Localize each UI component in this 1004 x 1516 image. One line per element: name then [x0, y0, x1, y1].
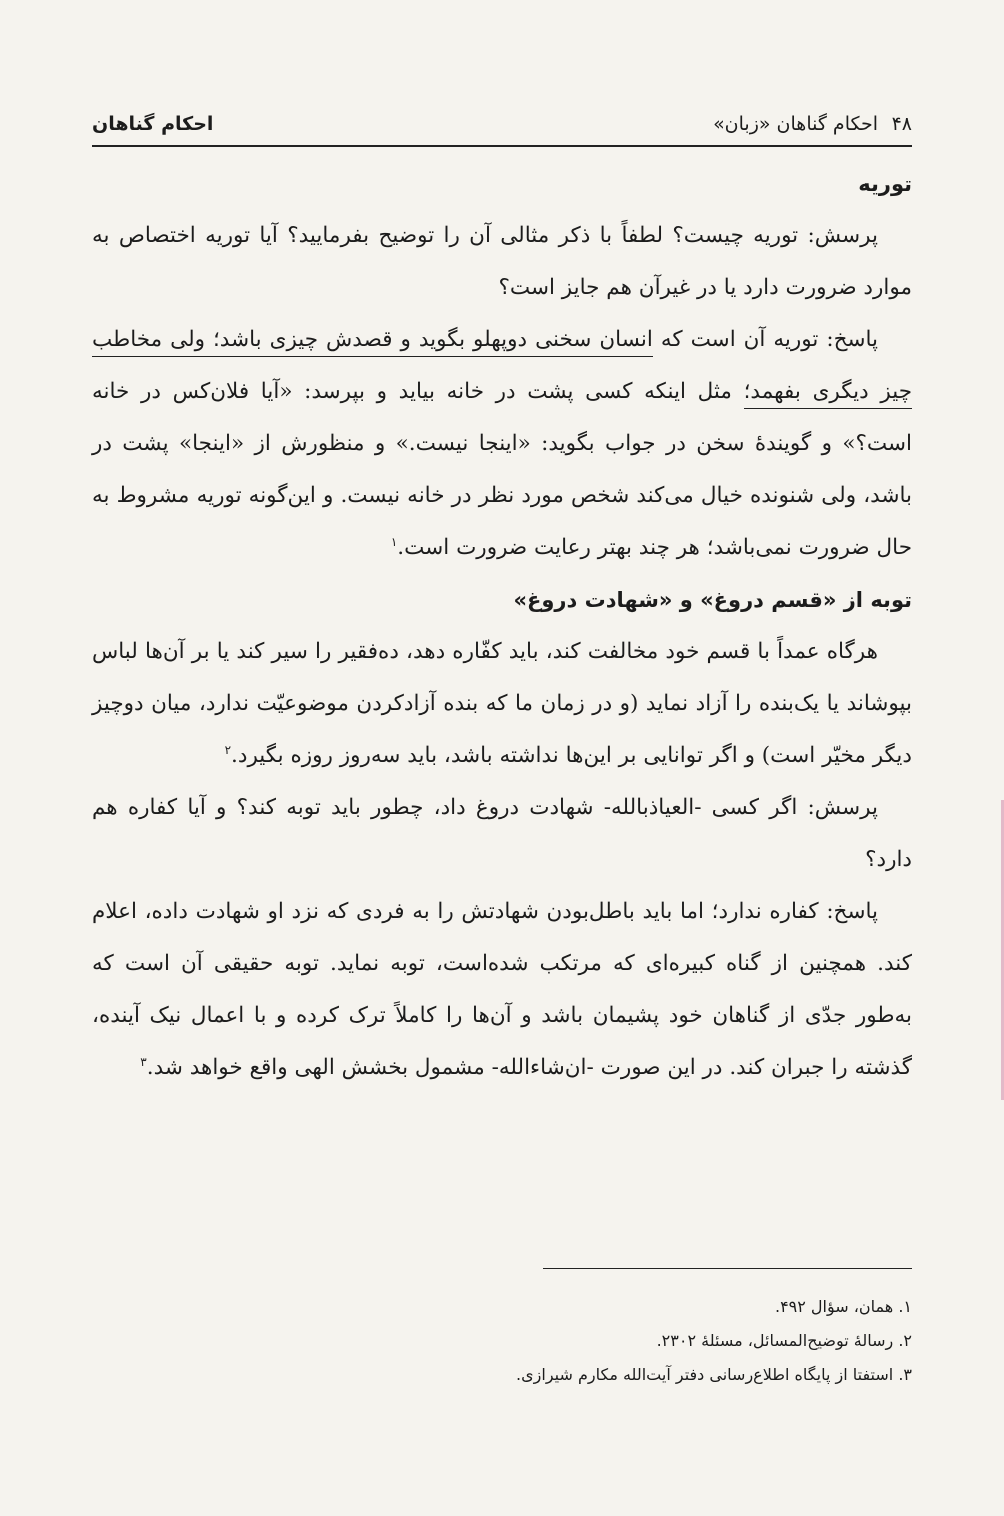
footnote-ref: ۳	[140, 1054, 147, 1069]
footnote-ref: ۲	[224, 742, 232, 757]
footnote-item: ۲. رسالهٔ توضیح‌المسائل، مسئلهٔ ۲۳۰۲.	[656, 1331, 912, 1350]
underlined-definition: انسان سخنی دوپهلو بگوید و قصدش چیزی باشد؛ ولی مخاطب چیز دیگری بفهمد؛	[92, 327, 912, 409]
section-heading-tawriya: توریه	[858, 172, 912, 196]
answer-paragraph	[92, 314, 912, 574]
main-text	[92, 158, 912, 1094]
section-heading-repentance: توبه از «قسم دروغ» و «شهادت دروغ»	[513, 588, 912, 612]
page-header	[92, 105, 912, 147]
question-paragraph: پرسش: اگر کسی -العیاذبالله- شهادت دروغ داد، چطور باید توبه کند؟ و آیا کفاره هم دارد؟	[92, 795, 912, 872]
answer-paragraph	[92, 886, 912, 1094]
book-title: احکام گناهان	[92, 113, 214, 135]
page-number: ۴۸	[891, 113, 912, 135]
answer-prefix: پاسخ: توریه آن است که	[652, 327, 879, 352]
oath-paragraph	[92, 626, 912, 782]
footnote-ref: ۱	[390, 534, 398, 549]
running-title: احکام گناهان «زبان»	[713, 113, 878, 135]
footnote-item: ۱. همان، سؤال ۴۹۲.	[774, 1297, 912, 1316]
footnote-divider	[543, 1268, 912, 1269]
question-paragraph: پرسش: توریه چیست؟ لطفاً با ذکر مثالی آن را توضیح بفرمایید؟ آیا توریه اختصاص به موارد ضرورت دارد یا در غیرآن هم جایز است؟	[92, 223, 912, 300]
footnote-item: ۳. استفتا از پایگاه اطلاع‌رسانی دفتر آیت‌الله مکارم شیرازی.	[516, 1365, 912, 1384]
answer-rest: مثل اینکه کسی پشت در خانه بیاید و بپرسد: «آیا فلان‌کس در خانه است؟» و گوینده‌ٔ سخن در جواب بگوید: «اینجا نیست.» و منظورش از «اینجا» پشت در باشد، ولی شنونده خیال می‌کند شخص مورد نظر در خانه نیست. و این‌گونه توریه مشروط به حال ضرورت نمی‌باشد؛ هر چند بهتر رعایت ضرورت است.	[92, 379, 912, 560]
oath-text: هرگاه عمداً با قسم خود مخالفت کند، باید کفّاره دهد، ده‌فقیر را سیر کند یا بر آن‌ها لباس بپوشاند یا یک‌بنده را آزاد نماید (و در زمان ما که بنده آزادکردن موضوعیّت ندارد، میان دوچیز دیگر مخیّر است) و اگر توانایی بر این‌ها نداشته باشد، باید سه‌روز روزه بگیرد.	[92, 639, 912, 768]
footnotes	[92, 1290, 912, 1392]
answer-text: پاسخ: کفاره ندارد؛ اما باید باطل‌بودن شهادتش را به فردی که نزد او شهادت داده، اعلام کند. همچنین از گناه کبیره‌ای که مرتکب شده‌است، توبه نماید. توبه حقیقی آن است که به‌طور جدّی از گناهان خود پشیمان باشد و آن‌ها را کاملاً ترک کرده و با اعمال نیک آینده، گذشته را جبران کند. در این صورت -ان‌شاءالله- مشمول بخشش الهی واقع خواهد شد.	[92, 899, 912, 1080]
